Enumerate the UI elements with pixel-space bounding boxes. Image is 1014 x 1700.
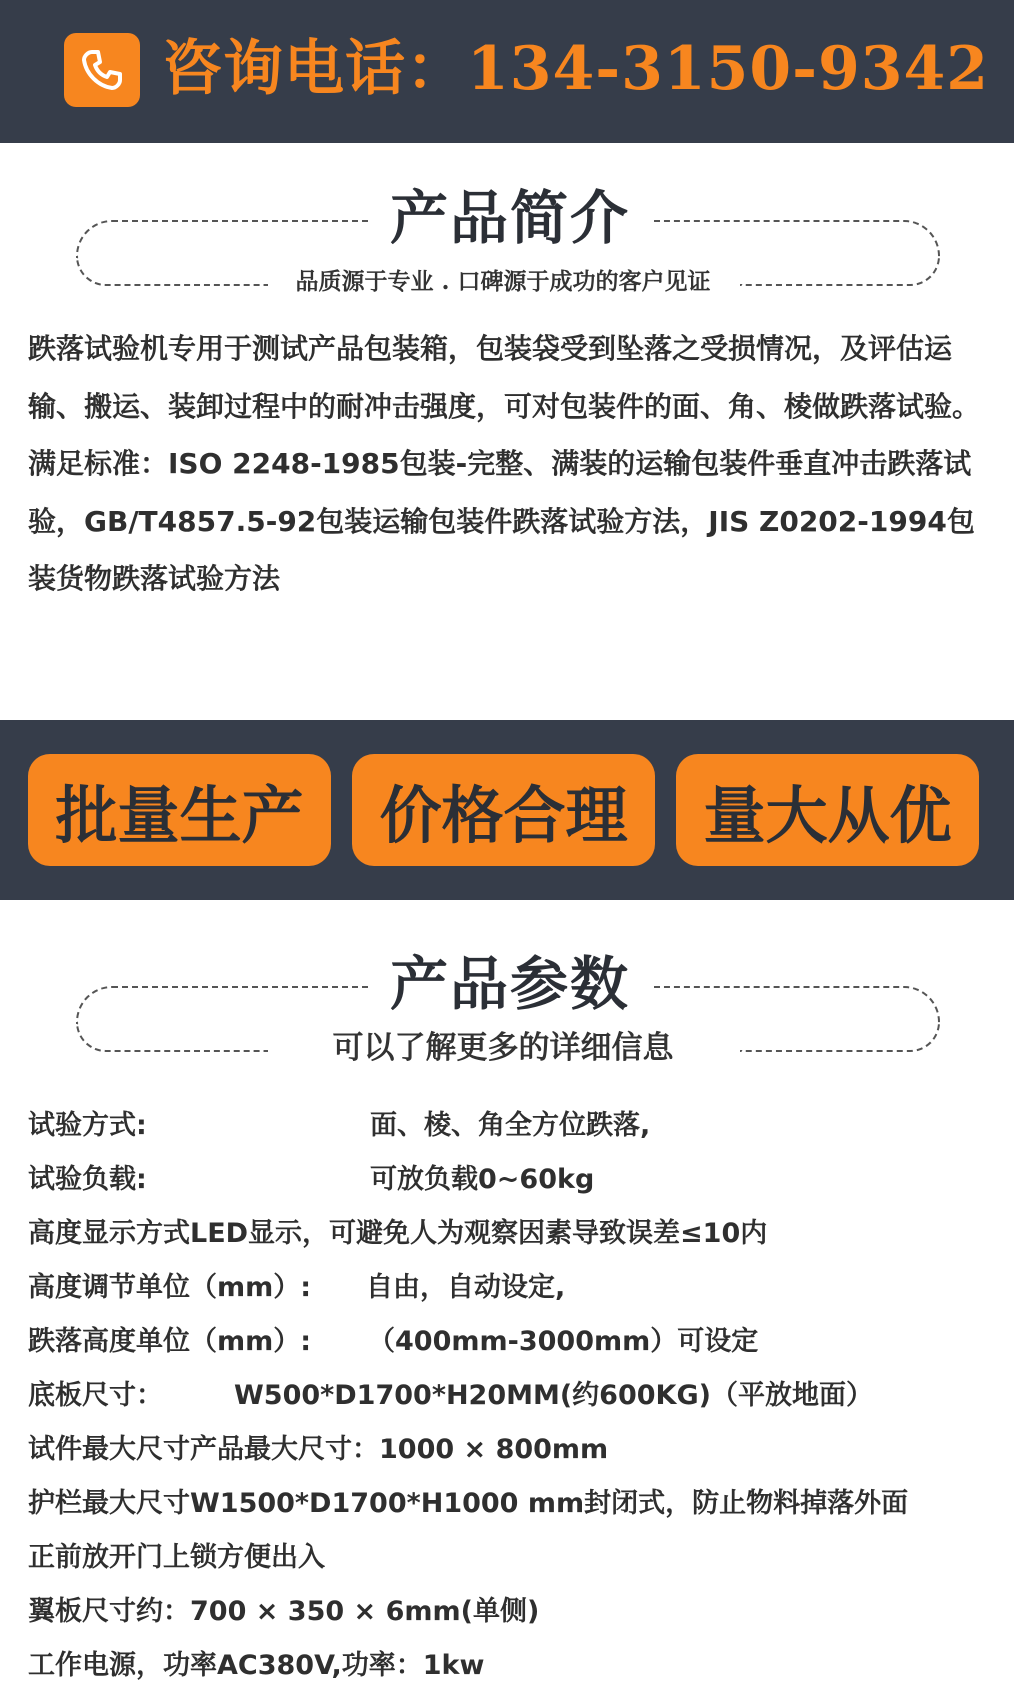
param-value: （400mm-3000mm）可设定	[368, 1326, 759, 1357]
feature-pill: 批量生产	[28, 754, 331, 866]
param-row	[28, 1209, 767, 1259]
divider	[654, 220, 940, 258]
param-value: 自由，自动设定,	[366, 1272, 566, 1303]
feature-band	[0, 720, 1014, 900]
param-value: 面、棱、角全方位跌落,	[370, 1110, 651, 1141]
param-row	[28, 1425, 608, 1475]
param-row	[28, 1317, 759, 1367]
divider	[76, 1022, 268, 1052]
param-label: 护栏最大尺寸W1500*D1700*H1000 mm封闭式，防止物料掉落外面	[28, 1488, 909, 1519]
param-value: W500*D1700*H20MM(约600KG)（平放地面）	[234, 1380, 873, 1411]
param-row	[28, 1641, 484, 1691]
param-row	[28, 1533, 325, 1583]
param-label: 跌落高度单位（mm）:	[28, 1326, 312, 1357]
section-title: 产品简介	[389, 184, 630, 252]
divider	[76, 256, 268, 286]
intro-text	[28, 320, 988, 608]
params-heading	[0, 944, 1014, 1094]
param-value: 可放负载0~60kg	[370, 1164, 595, 1195]
feature-pill: 价格合理	[352, 754, 655, 866]
intro-paragraph: 满足标准：ISO 2248-1985包装-完整、满装的运输包装件垂直冲击跌落试验，GB/T4857.5-92包装运输包装件跌落试验方法，JIS Z0202-1994包装货物跌落试验方法	[28, 447, 975, 595]
param-row	[28, 1155, 595, 1205]
header-bar	[0, 0, 1014, 143]
phone-icon	[64, 33, 140, 107]
intro-heading	[0, 178, 1014, 328]
param-label: 试件最大尺寸产品最大尺寸：1000 × 800mm	[28, 1434, 609, 1465]
param-row	[28, 1479, 908, 1529]
section-subtitle: 可以了解更多的详细信息	[332, 1030, 674, 1066]
section-title: 产品参数	[389, 950, 630, 1018]
param-label: 正前放开门上锁方便出入	[28, 1542, 325, 1573]
divider	[740, 256, 940, 286]
param-label: 试验负载:	[28, 1164, 147, 1195]
param-label: 工作电源，功率AC380V,功率：1kw	[28, 1650, 485, 1681]
param-row	[28, 1101, 651, 1151]
phone-number[interactable]: 咨询电话：134-3150-9342	[162, 34, 990, 104]
divider	[76, 220, 368, 258]
intro-paragraph: 跌落试验机专用于测试产品包装箱，包装袋受到坠落之受损情况，及评估运输、搬运、装卸过程中的耐冲击强度，可对包装件的面、角、棱做跌落试验。	[28, 332, 981, 423]
divider	[740, 1022, 940, 1052]
divider	[76, 986, 368, 1024]
param-row	[28, 1263, 566, 1313]
param-row	[28, 1587, 539, 1637]
param-label: 高度显示方式LED显示，可避免人为观察因素导致误差≤10内	[28, 1218, 768, 1249]
param-label: 翼板尺寸约：700 × 350 × 6mm(单侧)	[28, 1596, 540, 1627]
divider	[654, 986, 940, 1024]
param-row	[28, 1371, 873, 1421]
feature-pill: 量大从优	[676, 754, 979, 866]
param-label: 底板尺寸：	[28, 1380, 163, 1411]
param-label: 试验方式:	[28, 1110, 147, 1141]
section-subtitle: 品质源于专业 . 口碑源于成功的客户见证	[295, 268, 711, 295]
param-label: 高度调节单位（mm）:	[28, 1272, 312, 1303]
